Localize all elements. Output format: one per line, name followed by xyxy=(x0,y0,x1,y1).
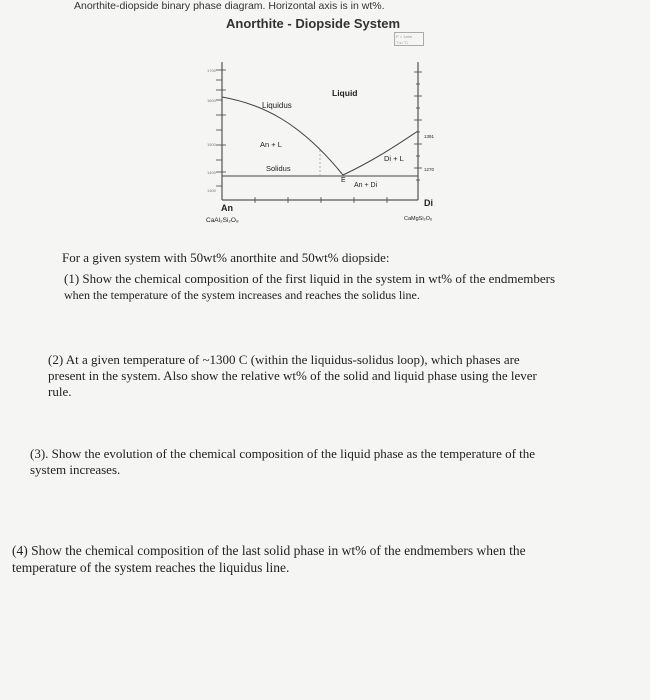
question-1-line-1: (1) Show the chemical composition of the first liquid in the system in wt% of the endmembers xyxy=(64,271,556,286)
label-di: Di xyxy=(424,198,433,208)
phase-diagram xyxy=(0,0,650,240)
svg-text:1500: 1500 xyxy=(207,142,216,147)
liquidus-di-curve xyxy=(343,131,418,175)
svg-text:1400: 1400 xyxy=(207,170,216,175)
question-3 xyxy=(30,446,535,478)
label-an-formula: CaAl₂Si₂O₈ xyxy=(206,217,239,224)
question-2 xyxy=(48,352,537,400)
label-eutectic: E xyxy=(341,177,346,184)
page-header: Anorthite-diopside binary phase diagram. Horizontal axis is in wt%. xyxy=(74,0,385,12)
label-an: An xyxy=(221,203,233,213)
svg-text:1300: 1300 xyxy=(207,188,216,193)
svg-text:1600: 1600 xyxy=(207,98,216,103)
label-an-l: An + L xyxy=(260,140,282,149)
label-di-l: Di + L xyxy=(384,154,404,163)
intro-text: For a given system with 50wt% anorthite and 50wt% diopside: xyxy=(62,250,390,265)
question-3-line-1: (3). Show the evolution of the chemical composition of the liquid phase as the temperature of the xyxy=(30,446,536,461)
question-3-line-2: system increases. xyxy=(30,462,121,477)
label-1270: 1270 xyxy=(424,167,435,172)
question-4 xyxy=(12,542,526,576)
diagram-title: Anorthite - Diopside System xyxy=(226,16,401,31)
question-1-line-2: when the temperature of the system increases and reaches the solidus line. xyxy=(64,288,420,302)
label-solidus: Solidus xyxy=(266,164,291,173)
question-4-line-2: temperature of the system reaches the liquidus line. xyxy=(12,560,290,575)
legend-pressure: P = 1atm xyxy=(396,34,413,39)
label-di-formula: CaMgSi₂O₆ xyxy=(404,216,433,222)
left-ticks xyxy=(216,70,226,186)
question-2-line-3: rule. xyxy=(48,384,72,399)
legend-temperature: T in °C xyxy=(396,40,409,45)
label-liquid: Liquid xyxy=(332,88,358,98)
left-tick-labels xyxy=(207,68,217,193)
label-1391: 1391 xyxy=(424,134,435,139)
svg-text:1700: 1700 xyxy=(207,68,216,73)
label-an-di: An + Di xyxy=(354,182,378,189)
question-1 xyxy=(64,271,555,303)
question-4-line-1: (4) Show the chemical composition of the last solid phase in wt% of the endmembers when the xyxy=(12,543,526,558)
label-liquidus: Liquidus xyxy=(262,101,292,110)
question-2-line-2: present in the system. Also show the relative wt% of the solid and liquid phase using the lever xyxy=(48,368,537,383)
question-2-line-1: (2) At a given temperature of ~1300 C (within the liquidus-solidus loop), which phases are xyxy=(48,352,520,367)
